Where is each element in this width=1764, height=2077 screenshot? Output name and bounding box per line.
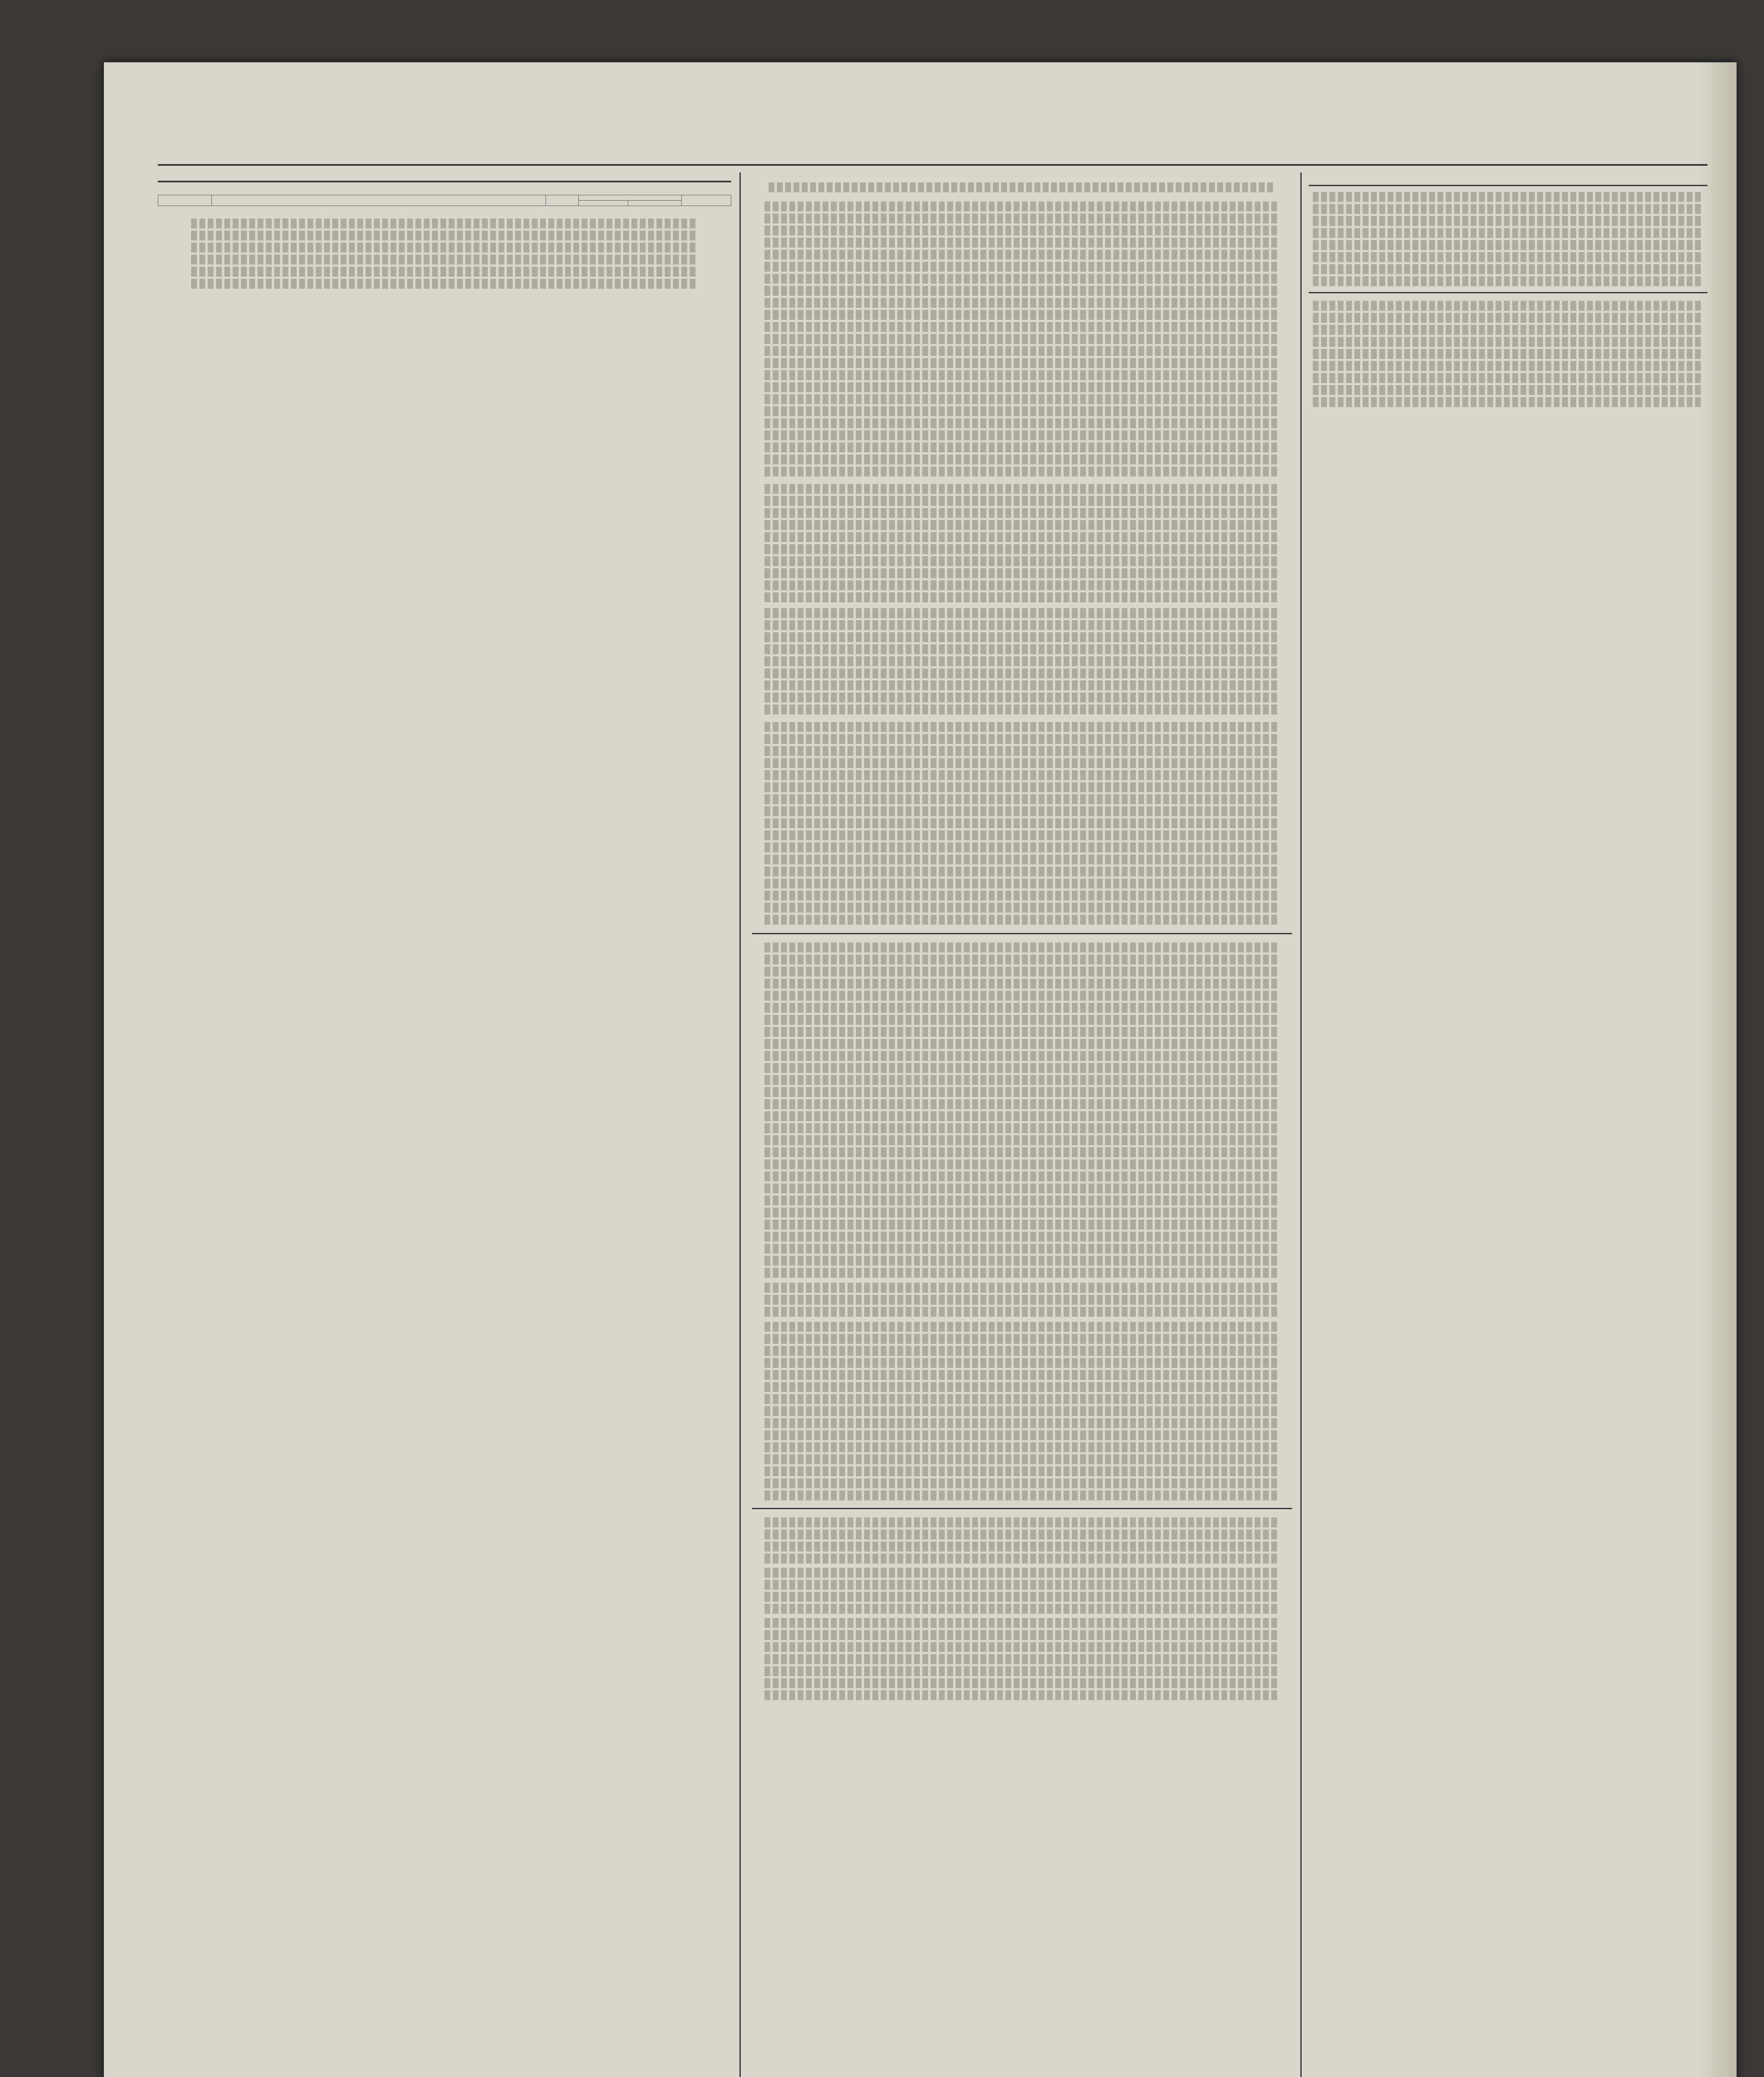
section-rule-2 — [752, 933, 1292, 934]
tirages-notice-text — [191, 219, 698, 289]
section-rule-3 — [752, 1508, 1292, 1509]
decrets-body — [1313, 301, 1703, 407]
th-rem-taux — [628, 201, 682, 206]
section-rule — [158, 181, 731, 182]
timbre-body-2 — [764, 1568, 1280, 1614]
column-coupons-tirages — [158, 172, 731, 2077]
section-rule-5 — [1309, 292, 1707, 293]
th-dates — [158, 195, 212, 206]
column-tarifs — [752, 172, 1292, 2077]
dispositions-diverses-body — [764, 1618, 1280, 1700]
column-rule-2 — [1300, 172, 1302, 2077]
th-rem-dates — [579, 201, 628, 206]
th-negociations — [682, 195, 731, 206]
negociations-body — [769, 182, 1275, 192]
section-rule-4 — [1309, 185, 1707, 186]
th-nombres — [546, 195, 579, 206]
column-rule-1 — [740, 172, 741, 2077]
page-header — [166, 133, 1662, 158]
timbre-body-1 — [764, 1517, 1280, 1564]
societes-fr-body — [764, 943, 1280, 1278]
column-agents — [1309, 172, 1707, 2077]
th-designation — [212, 195, 546, 206]
header-rule — [158, 164, 1707, 166]
tirages-table — [158, 195, 731, 206]
dispositions-body — [764, 722, 1280, 925]
op-report-body — [764, 608, 1280, 714]
societes-etr-body — [764, 1322, 1280, 1500]
chambre-syndicale-body — [1313, 192, 1703, 286]
th-remboursement — [579, 195, 682, 201]
op-terme-body — [764, 484, 1280, 602]
newspaper-page — [104, 62, 1737, 2077]
op-comptant-body — [764, 201, 1280, 476]
fonds-etrangers-body — [764, 1283, 1280, 1317]
